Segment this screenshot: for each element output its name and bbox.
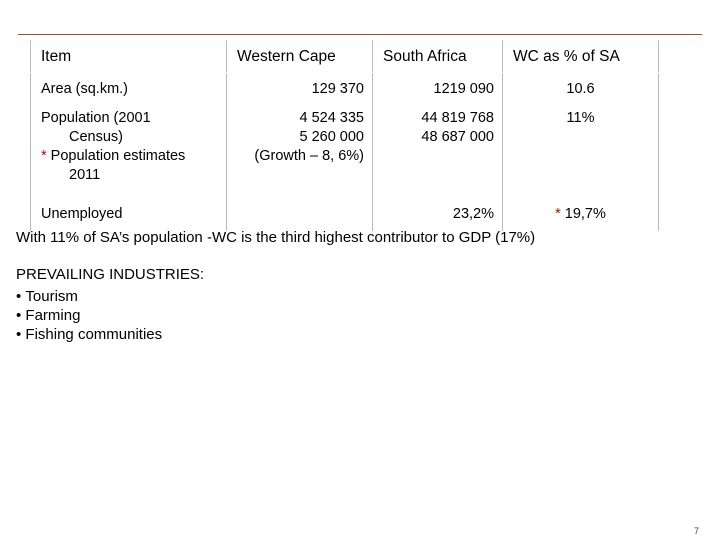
population-sa-2011: 48 687 000 <box>421 129 494 145</box>
industries-title: PREVAILING INDUSTRIES: <box>16 266 205 283</box>
population-label-line3: Population estimates <box>46 148 186 164</box>
cell-unemployed-label: Unemployed <box>31 197 227 231</box>
header-western-cape: Western Cape <box>227 40 373 73</box>
cell-unemployed-wc <box>227 197 373 231</box>
list-item: • Fishing communities <box>16 325 162 344</box>
list-item: • Tourism <box>16 287 162 306</box>
cell-area-wc: 129 370 <box>227 73 373 106</box>
cell-unemployed-sa: 23,2% <box>373 197 503 231</box>
list-item: • Farming <box>16 306 162 325</box>
cell-population-pct: 11% <box>503 105 659 197</box>
industries-list <box>16 287 162 344</box>
cell-area-sa: 1219 090 <box>373 73 503 106</box>
estimate-star: * <box>41 148 47 164</box>
cell-population-sa <box>373 105 503 197</box>
gdp-note: With 11% of SA’s population -WC is the third highest contributor to GDP (17%) <box>16 229 536 246</box>
population-label-line2: Census) <box>69 129 123 145</box>
population-sa-2001: 44 819 768 <box>421 110 494 126</box>
table-row-unemployed <box>31 197 659 231</box>
cell-unemployed-pct <box>503 197 659 231</box>
header-item: Item <box>31 40 227 73</box>
header-wc-percent: WC as % of SA <box>503 40 659 73</box>
unemployed-star: * <box>555 205 561 222</box>
header-south-africa: South Africa <box>373 40 503 73</box>
top-rule <box>18 34 702 35</box>
cell-area-pct: 10.6 <box>503 73 659 106</box>
population-label-line4: 2011 <box>69 167 101 183</box>
population-wc-2001: 4 524 335 <box>299 110 364 126</box>
page-number: 7 <box>694 526 700 536</box>
cell-population-label <box>31 105 227 197</box>
cell-area-label: Area (sq.km.) <box>31 73 227 106</box>
population-wc-growth: (Growth – 8, 6%) <box>254 148 364 164</box>
statistics-table <box>30 40 659 231</box>
table-header-row <box>31 40 659 73</box>
table-row-population <box>31 105 659 197</box>
table-row-area <box>31 73 659 106</box>
unemployed-pct-value: 19,7% <box>560 205 606 222</box>
population-wc-2011: 5 260 000 <box>299 129 364 145</box>
population-label-line1: Population (2001 <box>41 110 151 126</box>
cell-population-wc <box>227 105 373 197</box>
